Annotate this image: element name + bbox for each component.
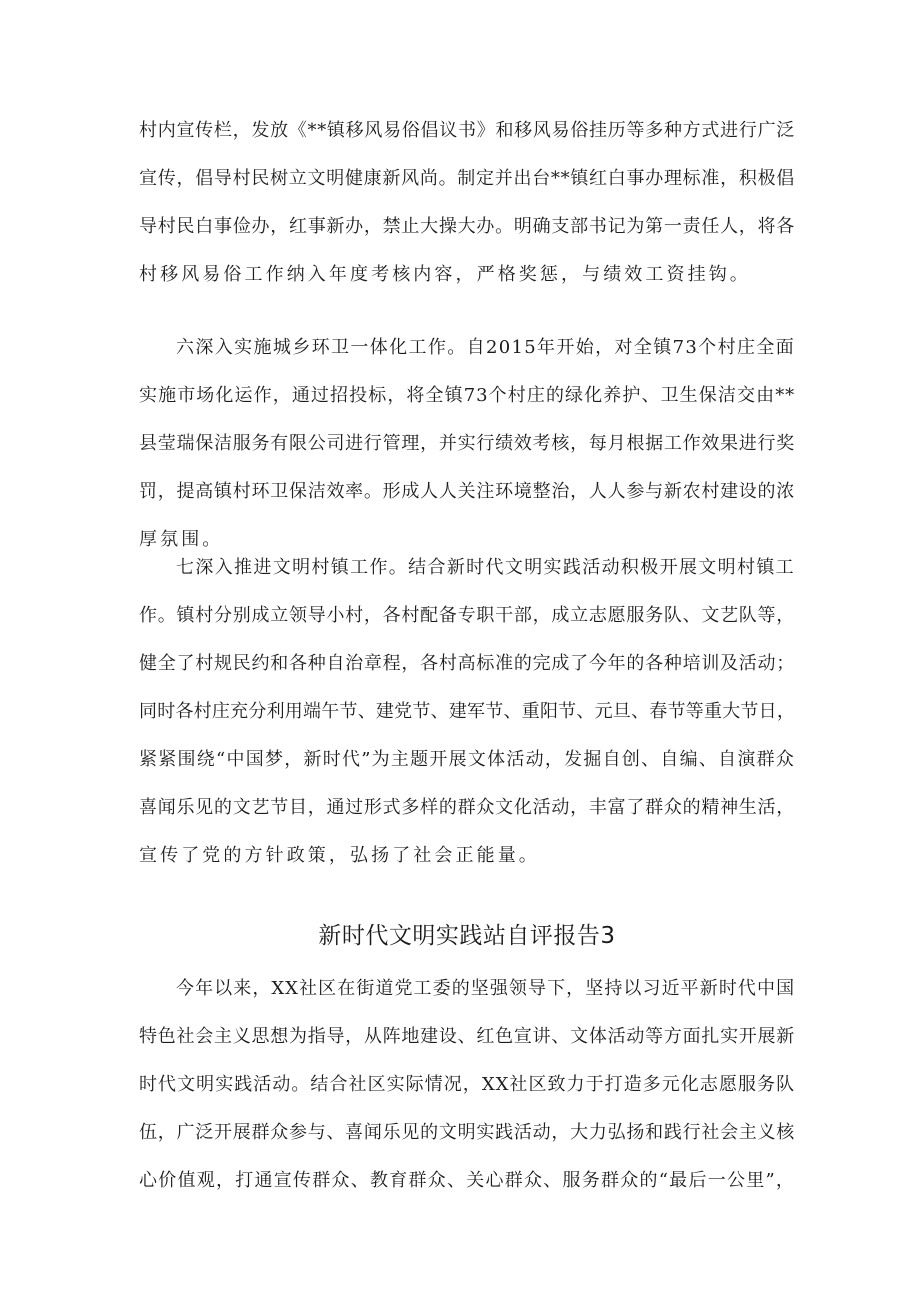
text-line: 健全了村规民约和各种自治章程，各村高标准的完成了今年的各种培训及活动； [139,653,795,674]
text-line: 村内宣传栏，发放《**镇移风易俗倡议书》和移风易俗挂历等多种方式进行广泛 [139,120,795,141]
text-line: 时代文明实践活动。结合社区实际情况，XX社区致力于打造多元化志愿服务队 [139,1074,795,1095]
text-line: 特色社会主义思想为指导，从阵地建设、红色宣讲、文体活动等方面扎实开展新 [139,1026,795,1047]
text-line: 实施市场化运作，通过招投标，将全镇73个村庄的绿化养护、卫生保洁交由** [139,385,795,406]
text-line: 厚氛围。 [139,529,224,550]
paragraph-transform-customs [139,107,795,299]
text-line: 宣传了党的方针政策，弘扬了社会正能量。 [139,845,540,866]
text-line: 喜闻乐见的文艺节目，通过形式多样的群众文化活动，丰富了群众的精神生活， [139,797,795,818]
text-line: 紧紧围绕“中国梦，新时代”为主题开展文体活动，发掘自创、自编、自演群众 [139,749,795,770]
text-line: 罚，提高镇村环卫保洁效率。形成人人关注环境整治，人人参与新农村建设的浓 [139,481,795,502]
text-line: 导村民白事俭办，红事新办，禁止大操大办。明确支部书记为第一责任人，将各 [139,216,795,237]
text-line: 七深入推进文明村镇工作。结合新时代文明实践活动积极开展文明村镇工 [176,557,795,578]
text-line: 今年以来，XX社区在街道党工委的坚强领导下，坚持以习近平新时代中国 [176,978,795,999]
text-line: 心价值观，打通宣传群众、教育群众、关心群众、服务群众的“最后一公里”， [139,1170,795,1191]
section-heading: 新时代文明实践站自评报告3 [318,923,616,949]
text-line: 同时各村庄充分利用端午节、建党节、建军节、重阳节、元旦、春节等重大节日， [139,701,795,722]
text-line: 县莹瑞保洁服务有限公司进行管理，并实行绩效考核，每月根据工作效果进行奖 [139,433,795,454]
text-line: 宣传，倡导村民树立文明健康新风尚。制定并出台**镇红白事办理标准，积极倡 [139,168,795,189]
text-line: 作。镇村分别成立领导小村，各村配备专职干部，成立志愿服务队、文艺队等， [139,605,795,626]
paragraph-community-intro [139,965,795,1205]
text-line: 村移风易俗工作纳入年度考核内容，严格奖惩，与绩效工资挂钩。 [139,264,751,285]
text-line: 六深入实施城乡环卫一体化工作。自2015年开始，对全镇73个村庄全面 [176,337,795,358]
paragraph-civilized-villages [139,544,795,880]
text-line: 伍，广泛开展群众参与、喜闻乐见的文明实践活动，大力弘扬和践行社会主义核 [139,1122,795,1143]
paragraph-sanitation-integration [139,324,795,564]
